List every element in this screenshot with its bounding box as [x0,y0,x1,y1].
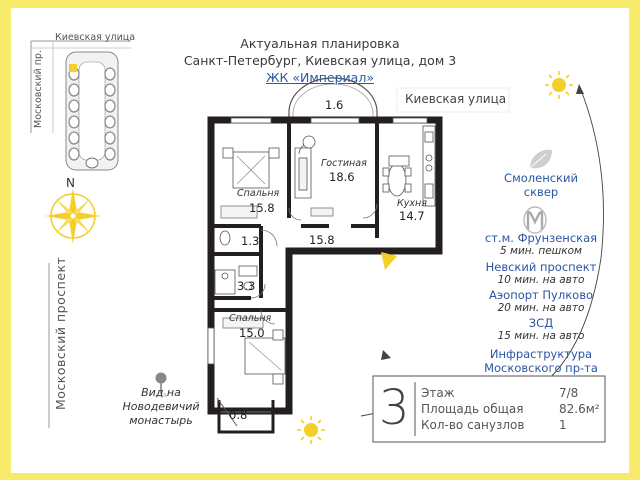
header-title: Актуальная планировка [240,36,400,51]
bedroom2-area: 15.0 [239,326,265,340]
living-room-area: 18.6 [329,170,355,184]
metro-time: 5 мин. пешком [500,245,582,257]
zsd-time: 15 мин. на авто [497,330,585,342]
loggia-area: 0.8 [229,408,248,422]
nevsky-name[interactable]: Невский проспект [485,260,597,274]
view-line2: Новодевичий [122,400,200,413]
kitchen-counter-icon [423,126,435,206]
wc-area: 1.3 [241,234,260,248]
floor-value: 7/8 [559,386,579,400]
airport-time: 20 мин. на авто [497,302,585,314]
toilet-icon [220,231,230,245]
dining-table-icon [383,156,411,196]
header-address: Санкт-Петербург, Киевская улица, дом 3 [183,53,457,68]
map-street-side: Московский пр. [33,50,44,128]
bed-icon [223,148,279,188]
baths-value: 1 [559,418,567,432]
leaf-icon [530,150,552,169]
infra-line2[interactable]: Московского пр-та [484,361,598,375]
entrance-arrow-icon [381,252,397,270]
nevsky-time: 10 мин. на авто [497,274,585,286]
plan-sheet [11,8,629,473]
prospect-label: Московский проспект [53,256,68,410]
balcony-area: 1.6 [325,98,344,112]
rooms-count: 3 [379,380,410,436]
metro-name[interactable]: ст.м. Фрунзенская [484,231,598,245]
park-line2[interactable]: сквер [523,185,559,199]
zsd-name[interactable]: ЗСД [528,316,554,330]
compass-north-label: N [66,176,75,190]
bedroom1-area: 15.8 [249,201,275,215]
living-room-name: Гостиная [321,158,367,169]
park-line1[interactable]: Смоленский [504,171,578,185]
bedroom1-name: Спальня [237,188,280,199]
bath-area: 3.3 [237,279,256,293]
area-value: 82.6м² [559,402,600,416]
complex-link[interactable]: ЖК «Империал» [266,70,374,85]
map-street-top: Киевская улица [55,32,136,43]
floor-label: Этаж [421,386,455,400]
kitchen-area: 14.7 [399,209,425,223]
baths-label: Кол-во санузлов [421,418,525,432]
mini-map [31,41,131,428]
sun-icon-2 [297,416,325,444]
view-line3: монастырь [129,414,193,427]
infra-line1[interactable]: Инфраструктура [489,347,593,361]
sofa-icon [295,136,315,198]
airport-name[interactable]: Аэопорт Пулково [488,288,594,302]
bedroom2-name: Спальня [229,313,272,324]
street-label: Киевская улица [405,92,507,106]
kitchen-name: Кухня [397,198,427,209]
view-line1: Вид на [141,386,181,399]
hall-area: 15.8 [309,233,335,247]
compass-icon [45,188,101,244]
metro-icon [524,207,546,233]
area-label: Площадь общая [421,402,524,416]
